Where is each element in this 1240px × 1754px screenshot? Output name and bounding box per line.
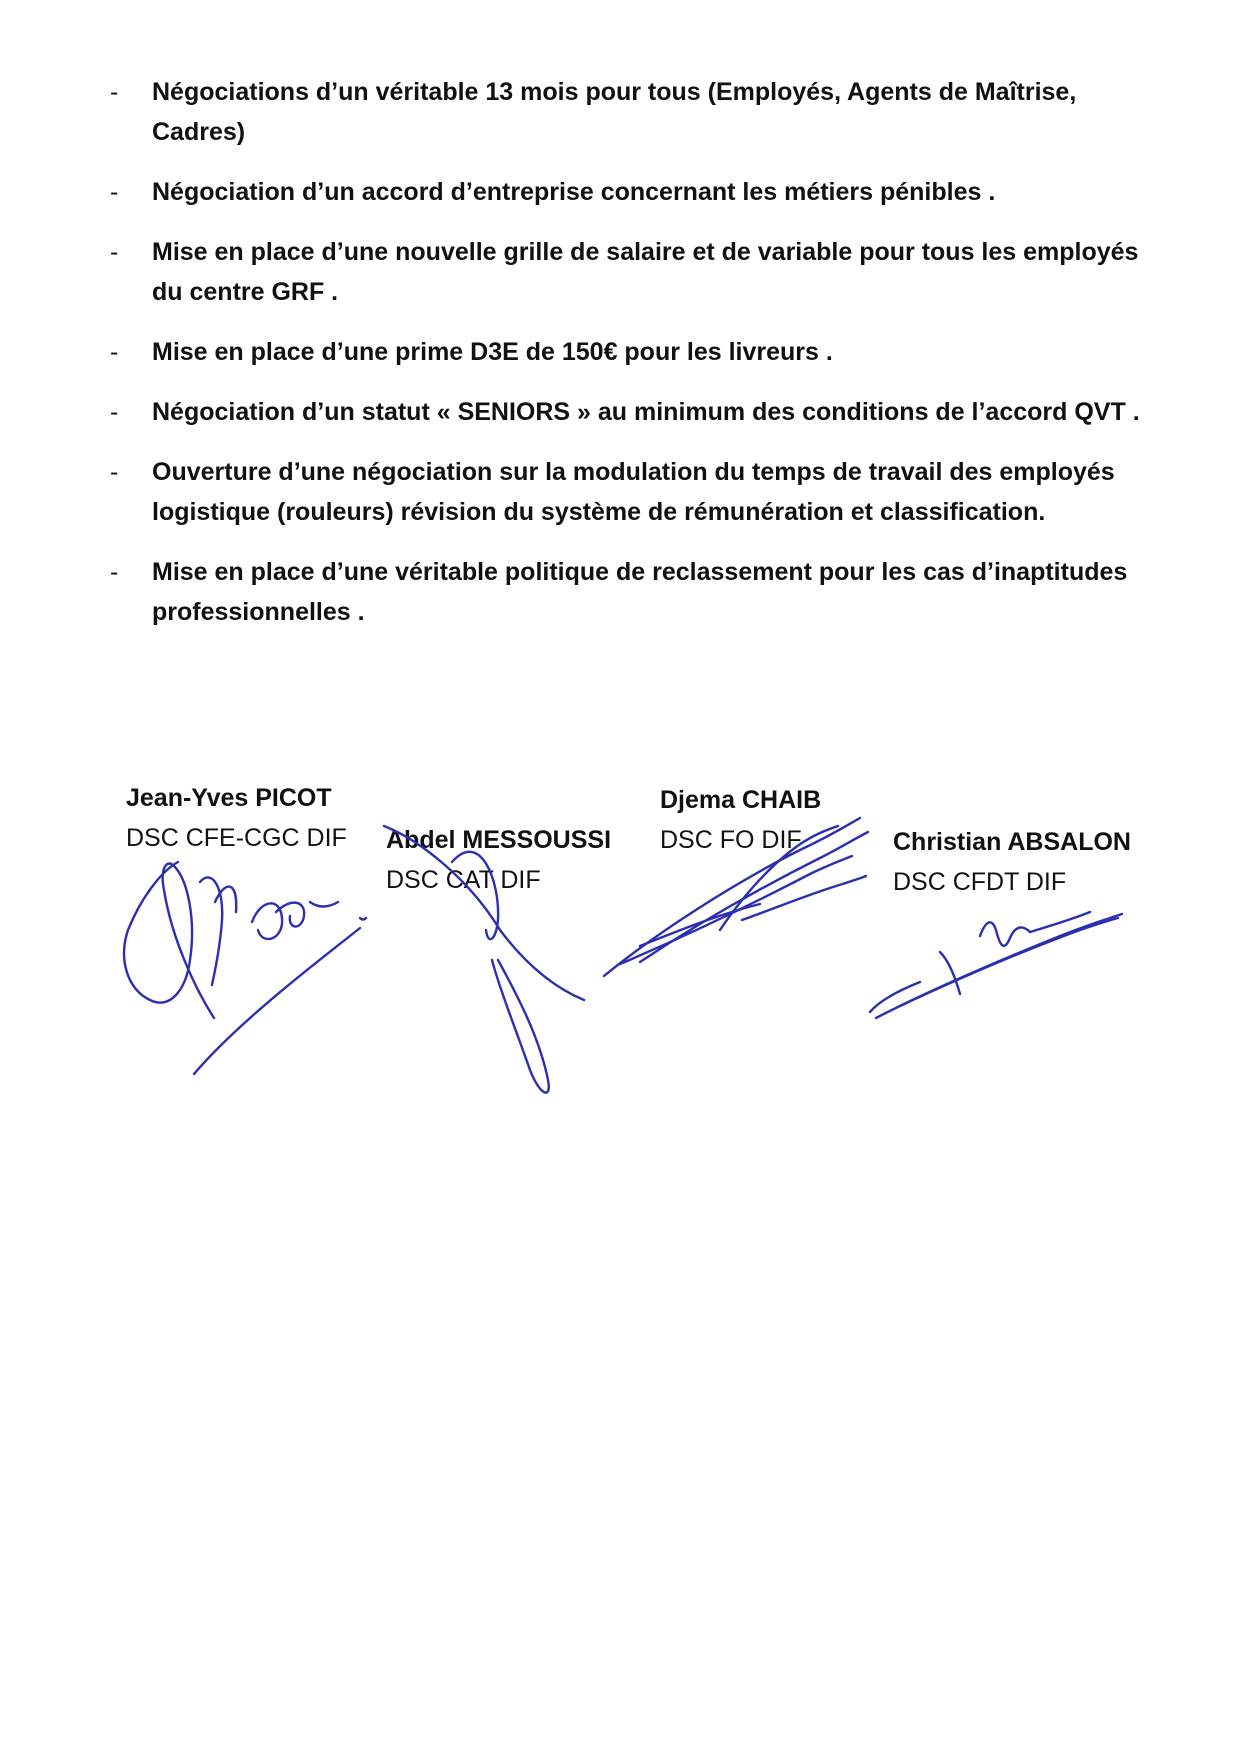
bullet-dash: - [110, 238, 119, 266]
signatory-absalon [893, 822, 1131, 902]
bullet-dash: - [110, 78, 119, 106]
signatory-role: DSC CFDT DIF [893, 868, 1067, 896]
demand-text: Mise en place d’une prime D3E de 150€ pour les livreurs . [152, 338, 833, 366]
signature-absalon [870, 912, 1122, 1018]
bullet-dash: - [110, 558, 119, 586]
demand-item [110, 552, 1170, 632]
demand-text: Négociations d’un véritable 13 mois pour tous (Employés, Agents de Maîtrise, Cadres) [152, 78, 1077, 146]
signatory-name: Jean-Yves PICOT [126, 784, 332, 812]
demand-item [110, 452, 1170, 532]
signatory-chaib [660, 780, 821, 860]
demand-item [110, 232, 1170, 312]
demands-list [110, 72, 1170, 652]
signatory-name: Djema CHAIB [660, 786, 822, 814]
signatory-messoussi [386, 820, 611, 900]
demand-text: Négociation d’un accord d’entreprise concernant les métiers pénibles . [152, 178, 996, 206]
demand-item [110, 332, 1170, 372]
bullet-dash: - [110, 338, 119, 366]
demand-item [110, 392, 1170, 432]
signatory-role: DSC CFE-CGC DIF [126, 824, 347, 852]
demand-item [110, 72, 1170, 152]
demand-text: Négociation d’un statut « SENIORS » au minimum des conditions de l’accord QVT . [152, 398, 1140, 426]
signatory-role: DSC FO DIF [660, 826, 802, 854]
bullet-dash: - [110, 398, 119, 426]
demand-text: Mise en place d’une nouvelle grille de salaire et de variable pour tous les employés du centre GRF . [152, 238, 1139, 306]
demand-item [110, 172, 1170, 212]
signatory-picot [126, 778, 347, 858]
demand-text: Ouverture d’une négociation sur la modulation du temps de travail des employés logistique (rouleurs) révision du système de rémunération et classification. [152, 458, 1115, 526]
signatory-name: Christian ABSALON [893, 828, 1131, 856]
signatory-role: DSC CAT DIF [386, 866, 541, 894]
demand-text: Mise en place d’une véritable politique de reclassement pour les cas d’inaptitudes professionnelles . [152, 558, 1128, 626]
bullet-dash: - [110, 178, 119, 206]
bullet-dash: - [110, 458, 119, 486]
signature-picot [124, 862, 366, 1074]
signatory-name: Abdel MESSOUSSI [386, 826, 612, 854]
